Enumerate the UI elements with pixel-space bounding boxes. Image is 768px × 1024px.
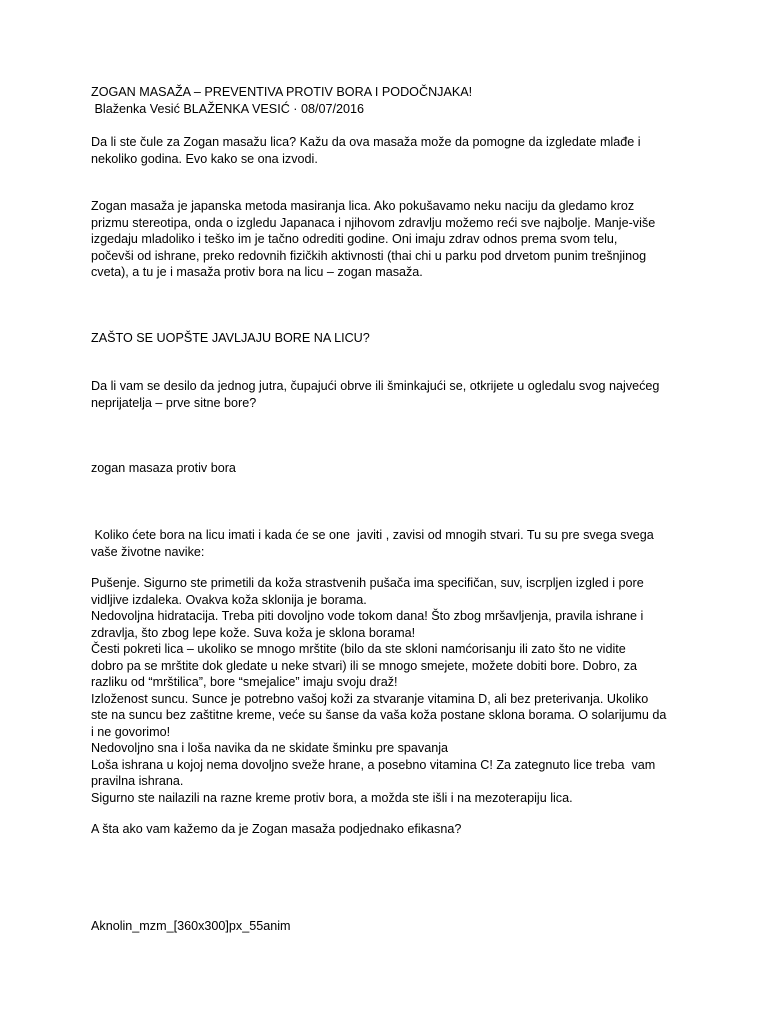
question-paragraph xyxy=(91,378,691,411)
habit-line: Nedovoljna hidratacija. Treba piti dovoljno vode tokom dana! Što zbog mršavljenja, pravila ishrane i xyxy=(91,609,644,623)
section-heading xyxy=(91,330,691,347)
paragraph-line: izgedaju mladoliko i teško im je tačno odrediti godine. Oni imaju zdrav odnos prema svom telu, xyxy=(91,232,618,246)
ad-caption xyxy=(91,918,691,935)
habit-line: Pušenje. Sigurno ste primetili da koža strastvenih pušača ima specifičan, suv, iscrpljen izgled i pore xyxy=(91,576,644,590)
article-title-text: ZOGAN MASAŽA – PREVENTIVA PROTIV BORA I PODOČNJAKA! xyxy=(91,85,473,99)
intro-paragraph xyxy=(91,134,691,167)
paragraph-line: Da li ste čule za Zogan masažu lica? Kažu da ova masaža može da pomogne da izgledate mlađe i xyxy=(91,135,641,149)
paragraph-line: neprijatelja – prve sitne bore? xyxy=(91,395,257,410)
habit-line: Sigurno ste nailazili na razne kreme protiv bora, a možda ste išli i na mezoterapiju lica. xyxy=(91,790,573,805)
paragraph-line: počevši od ishrane, preko redovnih fizičkih aktivnosti (thai chi u parku pod drvetom punim trešnjinog xyxy=(91,248,647,263)
section-heading-text: ZAŠTO SE UOPŠTE JAVLJAJU BORE NA LICU? xyxy=(91,331,370,345)
habit-line: Česti pokreti lica – ukoliko se mnogo mrštite (bilo da ste skloni namćorisanju ili zato što ne vidite xyxy=(91,642,626,656)
habit-line: dobro pa se mrštite dok gledate u neke stvari) ili se mnogo smejete, možete dobiti bore. Dobro, za xyxy=(91,658,638,673)
article-title xyxy=(91,84,691,101)
paragraph-line: Koliko ćete bora na licu imati i kada će se one javiti , zavisi od mnogih stvari. Tu su pre svega svega xyxy=(91,528,654,542)
body-paragraph-1 xyxy=(91,198,691,281)
article-byline xyxy=(91,101,691,118)
habits-list xyxy=(91,575,691,806)
paragraph-line: Zogan masaža je japanska metoda masiranja lica. Ako pokušavamo neku naciju da gledamo kroz xyxy=(91,199,635,213)
habit-line: razliku od “mrštilica”, bore “smejalice” imaju svoju draž! xyxy=(91,675,398,689)
habit-line: Izloženost suncu. Sunce je potrebno vašoj koži za stvaranje vitamina D, ali bez preterivanja. Ukoliko xyxy=(91,691,649,706)
ad-caption-text: Aknolin_mzm_[360x300]px_55anim xyxy=(91,919,291,933)
paragraph-line: nekoliko godina. Evo kako se ona izvodi. xyxy=(91,151,318,166)
paragraph-line: cveta), a tu je i masaža protiv bora na licu – zogan masaža. xyxy=(91,265,423,279)
habits-intro xyxy=(91,527,691,560)
habit-line: vidljive izdaleka. Ovakva koža sklonija je borama. xyxy=(91,592,367,607)
habit-line: ste na suncu bez zaštitne kreme, veće su šanse da vaša koža postane sklona borama. O solarijumu da xyxy=(91,708,667,722)
habit-line: Loša ishrana u kojoj nema dovoljno sveže hrane, a posebno vitamina C! Za zategnuto lice treba vam xyxy=(91,757,656,772)
habit-line: pravilna ishrana. xyxy=(91,774,184,788)
habit-line: zdravlja, što zbog lepe kože. Suva koža je sklona borama! xyxy=(91,625,416,640)
paragraph-line: vaše životne navike: xyxy=(91,544,205,559)
closing-question xyxy=(91,821,691,838)
habit-line: i ne govorimo! xyxy=(91,724,171,739)
paragraph-line: prizmu stereotipa, onda o izgledu Japanaca i njihovom zdravlju možemo reći sve najbolje. Manje-više xyxy=(91,215,656,230)
article-byline-text: Blaženka Vesić BLAŽENKA VESIĆ · 08/07/2016 xyxy=(91,102,365,116)
habit-line: Nedovoljno sna i loša navika da ne skidate šminku pre spavanja xyxy=(91,741,449,755)
image-caption-text: zogan masaza protiv bora xyxy=(91,461,236,475)
image-caption xyxy=(91,460,691,477)
closing-question-text: A šta ako vam kažemo da je Zogan masaža podjednako efikasna? xyxy=(91,822,462,836)
paragraph-line: Da li vam se desilo da jednog jutra, čupajući obrve ili šminkajući se, otkrijete u ogledalu svog najvećeg xyxy=(91,379,660,393)
